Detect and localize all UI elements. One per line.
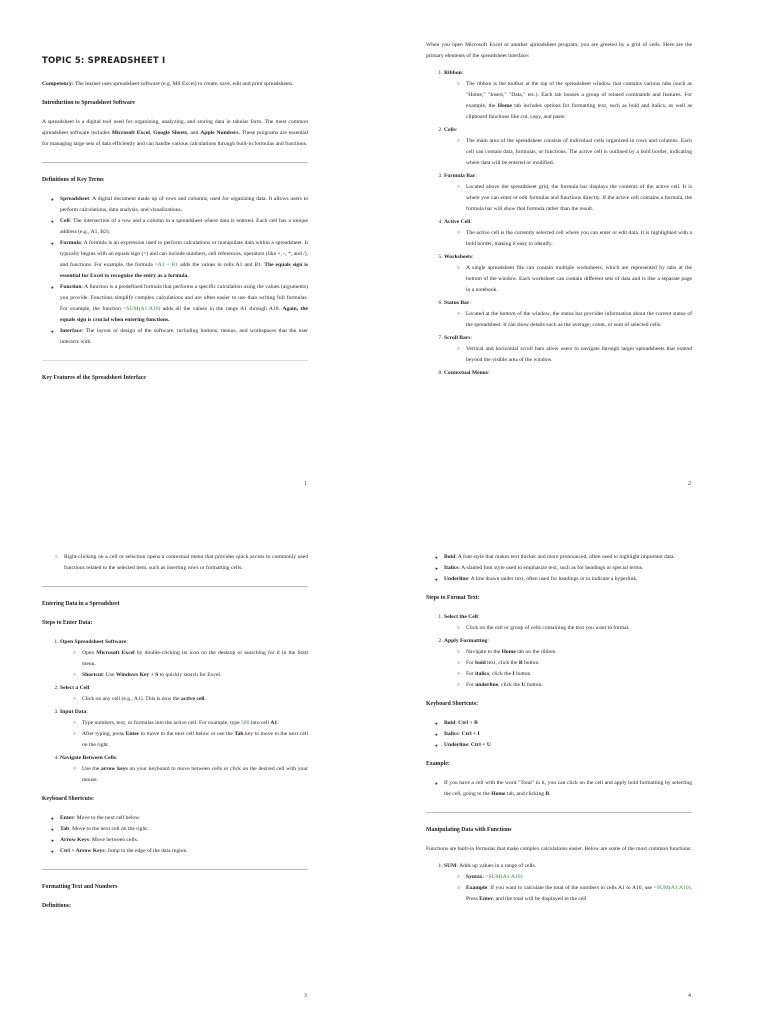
format-shortcuts-list <box>426 718 692 751</box>
interface-intro: When you open Microsoft Excel or another spreadsheet program, you are greeted by a grid of cells. Here are the primary elements of the spreadsheet interface: <box>426 42 692 59</box>
steps-heading: Steps to Enter Data: <box>42 620 93 626</box>
divider <box>42 162 308 163</box>
page-1 <box>0 0 384 512</box>
interface-element: 4. Active Cell: ○ The active cell is the currently selected cell where you can enter or edit data. It is highlighted with a bold border, making it easy to identify. <box>444 217 692 250</box>
topic-title: TOPIC 5: SPREADSHEET I <box>42 56 166 66</box>
list-item: ○ Located above the spreadsheet grid, the formula bar displays the contents of the active cell. It is where you can enter or edit formulas and functions directly. If the active cell contains a formula, the formula bar will show that formula rather than the result. <box>466 182 692 215</box>
definition-function: ● Function: A function is a predefined formula that performs a specific calculation using the values (arguments) you provide. Functions simplify complex calculations and are often easier to use than writing full formulas. For example, the function =SUM(A1:A10) adds all the values in the range A1 through A10. Again, the equals sign is crucial when entering functions. <box>60 282 308 326</box>
page-number: 3 <box>304 993 307 999</box>
list-item: ● If you have a cell with the word "Total" in it, you can click on the cell and apply bold formatting by selecting the cell, going to the Home tab, and clicking B. <box>444 778 692 800</box>
list-item: ● Tab: Move to the next cell on the right. <box>60 824 308 835</box>
interface-element: 8. Contextual Menus: <box>444 368 692 379</box>
formatting-heading: Formatting Text and Numbers <box>42 884 118 890</box>
list-item: ○ For bold text, click the B button. <box>466 658 692 669</box>
list-item: ○ Syntax: =SUM(A1:A10) <box>466 872 692 883</box>
list-item: ○ Navigate to the Home tab on the ribbon. <box>466 647 692 658</box>
competency: Competency: The learner uses spreadsheet software (e.g. MS Excel) to create, save, edit and print spreadsheets. <box>42 81 294 87</box>
list-item: ○ Click on any cell (e.g., A1). This is now the active cell. <box>82 694 308 705</box>
functions-list <box>426 861 692 905</box>
definition-formula: ● Formula: A formula is an expression used to perform calculations or manipulate data within a spreadsheet. It typically begins with an equals sign (=) and can include numbers, cell references, operators (like +, -, *, and /), and functions. For example, the formula =A1 + B1 adds the values in cells A1 and B1. The equals sign is essential for Excel to recognize the entry as a formula. <box>60 238 308 282</box>
definition-cell: ● Cell: The intersection of a row and a column in a spreadsheet where data is entered. Each cell has a unique address (e.g., A1, B2). <box>60 216 308 238</box>
list-item: ● Bold: A font style that makes text thicker and more pronounced, often used to highlight important data. <box>444 552 692 563</box>
list-item: ○ The ribbon is the toolbar at the top of the spreadsheet window that contains various tabs (such as "Home," "Insert," "Data," etc.). Each tab houses a group of related commands and features. For example, the Home tab includes options for formatting text, such as bold and italics, as well as clipboard functions like cut, copy, and paste. <box>466 79 692 123</box>
functions-intro: Functions are built-in formulas that make complex calculations easier. Below are some of the most common functions: <box>426 846 692 852</box>
shortcuts-heading: Keyboard Shortcuts: <box>42 796 95 802</box>
function-sum: 1. SUM: Adds up values in a range of cells. ○ Syntax: =SUM(A1:A10) ○ Example: If you want to calculate the total of the numbers in cells A1 to A10, use =SUM(A1:A10). Press Enter, and the total will be displayed in the cell <box>444 861 692 905</box>
list-item: ● Italics: A slanted font style used to emphasize text, such as for headings or special terms. <box>444 563 692 574</box>
step: 1. Open Spreadsheet Software: ○ Open Microsoft Excel by double-clicking its icon on the desktop or searching for it in the Start menu. ○ Shortcut: Use Windows Key + S to quickly search for Excel. <box>60 637 308 681</box>
divider <box>42 360 308 361</box>
list-item: ○ Click on the cell or group of cells containing the text you want to format. <box>466 623 692 634</box>
step: 4. Navigate Between Cells: ○ Use the arrow keys on your keyboard to move between cells or click on the desired cell with your mouse. <box>60 753 308 786</box>
page-3-content <box>42 552 308 920</box>
example-heading: Example: <box>426 761 450 767</box>
format-shortcuts-heading: Keyboard Shortcuts: <box>426 701 479 707</box>
intro-paragraph: A spreadsheet is a digital tool used for organizing, analyzing, and storing data in tabular form. The most common spreadsheet software includes Microsoft Excel, Google Sheets, and Apple Numbers. These programs are essential for managing large sets of data efficiently and can handle various calculations through built-in formulas and functions. <box>42 119 309 147</box>
list-item: ● Italics: Ctrl + I <box>444 729 692 740</box>
interface-element: 1. Ribbon: ○ The ribbon is the toolbar at the top of the spreadsheet window that contains various tabs (such as "Home," "Insert," "Data," etc.). Each tab houses a group of related commands and features. For example, the Home tab includes options for formatting text, such as bold and italics, as well as clipboard functions like cut, copy, and paste. <box>444 68 692 123</box>
definitions-label: Definitions: <box>42 903 71 909</box>
step: 2. Apply Formatting: ○ Navigate to the Home tab on the ribbon. ○ For bold text, click the B button. ○ For italics, click the I button. ○ For underline, click the U button. <box>444 636 692 691</box>
list-item: ○ Shortcut: Use Windows Key + S to quickly search for Excel. <box>82 670 308 681</box>
features-heading: Key Features of the Spreadsheet Interface <box>42 375 146 381</box>
format-steps-heading: Steps to Format Text: <box>426 595 480 601</box>
list-item: ● Underline: Ctrl + U <box>444 740 692 751</box>
interface-element: 7. Scroll Bars: ○ Vertical and horizontal scroll bars allow users to navigate through larger spreadsheets that extend beyond the visible area of the window. <box>444 333 692 366</box>
list-item: ● Underline: A line drawn under text, often used for headings or to indicate a hyperlink. <box>444 574 692 585</box>
list-item: ○ Type numbers, text, or formulas into the active cell. For example, type 500 into cell A1. <box>82 718 308 729</box>
page-number: 2 <box>688 481 691 487</box>
example-list <box>426 778 692 800</box>
functions-heading: Manipulating Data with Functions <box>426 827 512 833</box>
shortcuts-list <box>42 813 308 857</box>
page-1-content <box>42 56 308 392</box>
list-item: ● Arrow Keys: Move between cells. <box>60 835 308 846</box>
list-item: ● Enter: Move to the next cell below. <box>60 813 308 824</box>
list-item: ○ Open Microsoft Excel by double-clicking its icon on the desktop or searching for it in the Start menu. <box>82 648 308 670</box>
interface-element: 6. Status Bar: ○ Located at the bottom of the window, the status bar provides information about the current status of the spreadsheet. It can show details such as the average, count, or sum of selected cells. <box>444 298 692 331</box>
format-steps <box>426 612 692 691</box>
definition-interface: ● Interface: The layout or design of the software, including buttons, menus, and workspaces that the user interacts with. <box>60 326 308 348</box>
list-item: ○ Right-clicking on a cell or selection opens a contextual menu that provides quick access to commonly used functions related to the selected item, such as inserting rows or formatting cells. <box>64 552 308 574</box>
list-item: ○ The active cell is the currently selected cell where you can enter or edit data. It is highlighted with a bold border, making it easy to identify. <box>466 228 692 250</box>
page-3 <box>0 512 384 1024</box>
step: 1. Select the Cell: ○ Click on the cell or group of cells containing the text you want to format. <box>444 612 692 634</box>
definitions-list <box>42 194 308 348</box>
divider <box>42 869 308 870</box>
divider <box>426 812 692 813</box>
interface-elements-list <box>426 68 692 379</box>
interface-element: 2. Cells: ○ The main area of the spreadsheet consists of individual cells organized in rows and columns. Each cell can contain data, formulas, or functions. The active cell is outlined by a bold border, indicating where data will be entered or modified. <box>444 125 692 169</box>
intro-heading: Introduction to Spreadsheet Software <box>42 100 135 106</box>
entering-heading: Entering Data in a Spreadsheet <box>42 601 120 607</box>
list-item: ● Ctrl + Arrow Keys: Jump to the edge of the data region. <box>60 846 308 857</box>
formatting-definitions <box>426 552 692 585</box>
interface-element: 3. Formula Bar: ○ Located above the spreadsheet grid, the formula bar displays the contents of the active cell. It is where you can enter or edit formulas and functions directly. If the active cell contains a formula, the formula bar will show that formula rather than the result. <box>444 171 692 215</box>
page-4 <box>384 512 768 1024</box>
contextual-menu-sublist <box>42 552 308 574</box>
definitions-heading: Definitions of Key Terms <box>42 177 104 183</box>
list-item: ○ The main area of the spreadsheet consists of individual cells organized in rows and columns. Each cell can contain data, formulas, or functions. The active cell is outlined by a bold border, indicating where data will be entered or modified. <box>466 136 692 169</box>
page-number: 4 <box>688 993 691 999</box>
list-item: ○ After typing, press Enter to move to the next cell below or use the Tab key to move to the next cell on the right. <box>82 729 308 751</box>
list-item: ○ Use the arrow keys on your keyboard to move between cells or click on the desired cell with your mouse. <box>82 764 308 786</box>
enter-data-steps <box>42 637 308 786</box>
list-item: ○ A single spreadsheet file can contain multiple worksheets, which are represented by tabs at the bottom of the window. Each worksheet can contain different sets of data and is like a separate page in a notebook. <box>466 263 692 296</box>
list-item: ○ Located at the bottom of the window, the status bar provides information about the current status of the spreadsheet. It can show details such as the average, count, or sum of selected cells. <box>466 309 692 331</box>
list-item: ● Bold: Ctrl + B <box>444 718 692 729</box>
page-2 <box>384 0 768 512</box>
definition-spreadsheet: ● Spreadsheet: A digital document made up of rows and columns, used for organizing data. It allows users to perform calculations, data analysis, and visualizations. <box>60 194 308 216</box>
page-2-content <box>426 40 692 383</box>
list-item: ○ For italics, click the I button. <box>466 669 692 680</box>
step: 3. Input Data: ○ Type numbers, text, or formulas into the active cell. For example, type 500 into cell A1. ○ After typing, press Enter to move to the next cell below or use the Tab key to move to the next cell on the right. <box>60 707 308 751</box>
page-4-content <box>426 552 692 909</box>
interface-element: 5. Worksheets: ○ A single spreadsheet file can contain multiple worksheets, which are represented by tabs at the bottom of the window. Each worksheet can contain different sets of data and is like a separate page in a notebook. <box>444 252 692 296</box>
list-item: ○ Example: If you want to calculate the total of the numbers in cells A1 to A10, use =SUM(A1:A10). Press Enter, and the total will be displayed in the cell <box>466 883 692 905</box>
list-item: ○ For underline, click the U button. <box>466 680 692 691</box>
divider <box>42 586 308 587</box>
step: 2. Select a Cell: ○ Click on any cell (e.g., A1). This is now the active cell. <box>60 683 308 705</box>
page-number: 1 <box>304 481 307 487</box>
list-item: ○ Vertical and horizontal scroll bars allow users to navigate through larger spreadsheets that extend beyond the visible area of the window. <box>466 344 692 366</box>
